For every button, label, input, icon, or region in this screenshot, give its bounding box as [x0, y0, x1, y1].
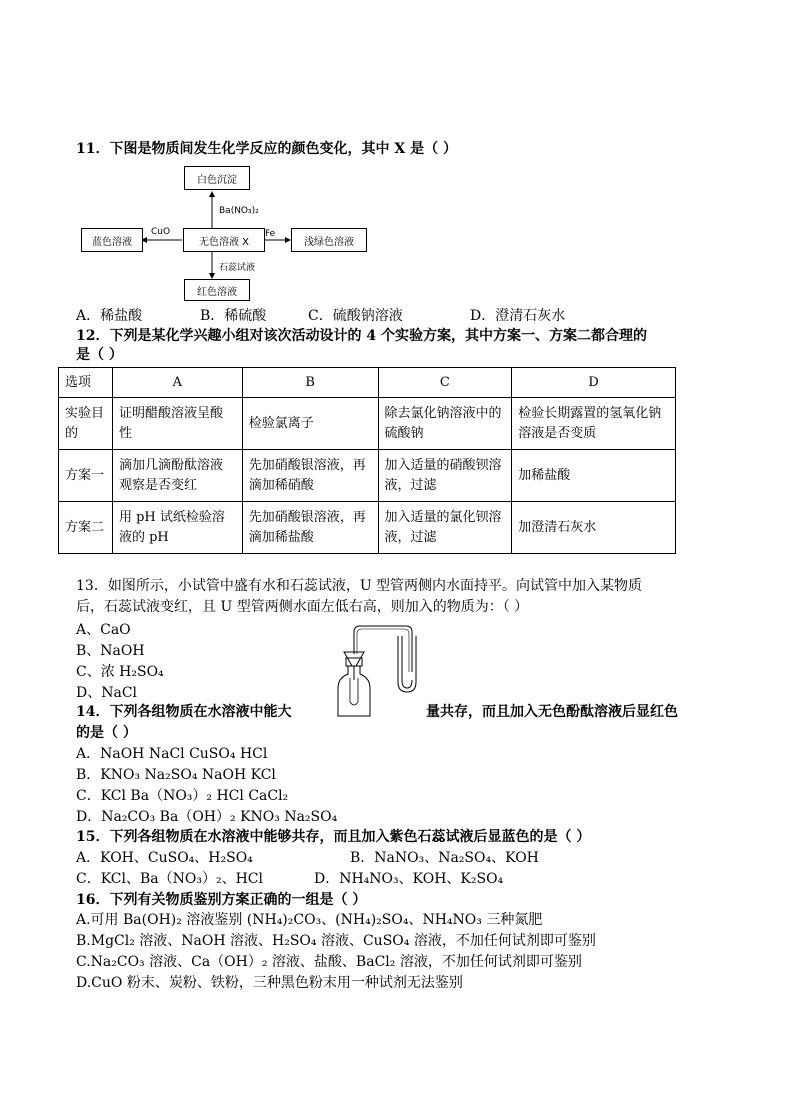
- q11-option-c: C．硫酸钠溶液: [308, 308, 403, 324]
- q13-option-a: A、CaO: [76, 622, 131, 638]
- q14-option-b: B．KNO₃ Na₂SO₄ NaOH KCl: [76, 767, 276, 783]
- q14-line1b: 量共存，而且加入无色酚酞溶液后显红色: [426, 704, 678, 720]
- u-tube-inner: [398, 636, 416, 692]
- q16-option-a: A.可用 Ba(OH)₂ 溶液鉴别 (NH₄)₂CO₃、(NH₄)₂SO₄、NH₄NO₃ 三种氮肥: [76, 912, 543, 928]
- table-cell: 加澄清石灰水: [512, 502, 676, 554]
- connecting-tube-inner: [357, 629, 409, 672]
- q12-stem-line2: 是（ ）: [76, 347, 123, 363]
- q14-line1a: 14．下列各组物质在水溶液中能大: [76, 704, 292, 720]
- q14-option-c: C．KCl Ba（NO₃）₂ HCl CaCl₂: [76, 788, 289, 804]
- q13-option-b: B、NaOH: [76, 643, 145, 659]
- table-row: [59, 398, 676, 450]
- q15-option-c: C．KCl、Ba（NO₃）₂、HCl: [76, 871, 263, 887]
- header-cell: C: [378, 368, 512, 398]
- table-cell: 方案二: [59, 502, 113, 554]
- table-cell: 加入适量的硝酸钡溶液，过滤: [378, 450, 512, 502]
- q15-option-d: D．NH₄NO₃、KOH、K₂SO₄: [314, 871, 504, 887]
- q15-stem: 15．下列各组物质在水溶液中能够共存，而且加入紫色石蕊试液后显蓝色的是（ ）: [76, 829, 591, 845]
- q12-table: [58, 367, 676, 554]
- q11-option-d: D．澄清石灰水: [470, 308, 566, 324]
- u-tube: [402, 636, 412, 688]
- box-blue-solution: 蓝色溶液: [81, 228, 143, 252]
- q16-stem: 16．下列有关物质鉴别方案正确的一组是（ ）: [76, 892, 367, 908]
- test-tube-u-tube-figure: [330, 622, 425, 722]
- q13-option-d: D、NaCl: [76, 685, 138, 701]
- table-cell: 用 pH 试纸检验溶液的 pH: [112, 502, 242, 554]
- table-cell: 检验氯离子: [242, 398, 378, 450]
- label-fe: Fe: [265, 229, 276, 239]
- funnel: [344, 652, 364, 666]
- table-cell: 加入适量的氯化钡溶液，过滤: [378, 502, 512, 554]
- q13-option-c: C、浓 H₂SO₄: [76, 664, 164, 680]
- label-cuo: CuO: [151, 227, 171, 237]
- q15-option-b: B．NaNO₃、Na₂SO₄、KOH: [350, 850, 539, 866]
- table-cell: 除去氯化钠溶液中的硫酸钠: [378, 398, 512, 450]
- table-header-row: [59, 368, 676, 398]
- table-row: [59, 450, 676, 502]
- q16-option-d: D.CuO 粉末、炭粉、铁粉，三种黑色粉末用一种试剂无法鉴别: [76, 975, 463, 991]
- box-red-solution: 红色溶液: [184, 279, 250, 301]
- q14-line2: 的是（ ）: [76, 725, 137, 741]
- table-cell: 加稀盐酸: [512, 450, 676, 502]
- table-row: [59, 502, 676, 554]
- table-cell: 滴加几滴酚酞溶液观察是否变红: [112, 450, 242, 502]
- table-cell: 方案一: [59, 450, 113, 502]
- q14-option-a: A．NaOH NaCl CuSO₄ HCl: [76, 746, 268, 762]
- q16-option-c: C.Na₂CO₃ 溶液、Ca（OH）₂ 溶液、盐酸、BaCl₂ 溶液，不加任何试剂即可鉴别: [76, 954, 582, 970]
- label-ba-no3: Ba(NO₃)₂: [219, 206, 259, 216]
- box-colorless-solution-x: 无色溶液 X: [183, 228, 265, 252]
- q11-option-b: B．稀硫酸: [200, 308, 267, 324]
- q13-line1: 13．如图所示，小试管中盛有水和石蕊试液，U 型管两侧内水面持平。向试管中加入某物质: [76, 578, 643, 594]
- label-litmus: 石蕊试液: [219, 263, 256, 273]
- q13-line2: 后，石蕊试液变红，且 U 型管两侧水面左低右高，则加入的物质为：（ ）: [76, 599, 529, 615]
- connecting-tube: [354, 626, 412, 672]
- header-cell: A: [112, 368, 242, 398]
- header-cell: D: [512, 368, 676, 398]
- q14-option-d: D．Na₂CO₃ Ba（OH）₂ KNO₃ Na₂SO₄: [76, 809, 338, 825]
- table-cell: 证明醋酸溶液呈酸性: [112, 398, 242, 450]
- box-white-precipitate: 白色沉淀: [184, 166, 250, 190]
- small-test-tube: [350, 678, 358, 705]
- q16-option-b: B.MgCl₂ 溶液、NaOH 溶液、H₂SO₄ 溶液、CuSO₄ 溶液，不加任何试剂即可鉴别: [76, 933, 596, 949]
- header-cell: B: [242, 368, 378, 398]
- header-cell: 选项: [59, 368, 113, 398]
- q12-stem-line1: 12．下列是某化学兴趣小组对该次活动设计的 4 个实验方案，其中方案一、方案二都合理的: [76, 328, 647, 344]
- table-cell: 检验长期露置的氢氧化钠溶液是否变质: [512, 398, 676, 450]
- table-cell: 先加硝酸银溶液，再滴加稀盐酸: [242, 502, 378, 554]
- q11-option-a: A．稀盐酸: [76, 308, 143, 324]
- box-light-green-solution: 浅绿色溶液: [291, 228, 367, 252]
- table-cell: 实验目的: [59, 398, 113, 450]
- q11-stem: 11．下图是物质间发生化学反应的颜色变化，其中 X 是（ ）: [76, 141, 457, 157]
- table-cell: 先加硝酸银溶液，再滴加稀硝酸: [242, 450, 378, 502]
- q15-option-a: A．KOH、CuSO₄、H₂SO₄: [76, 850, 253, 866]
